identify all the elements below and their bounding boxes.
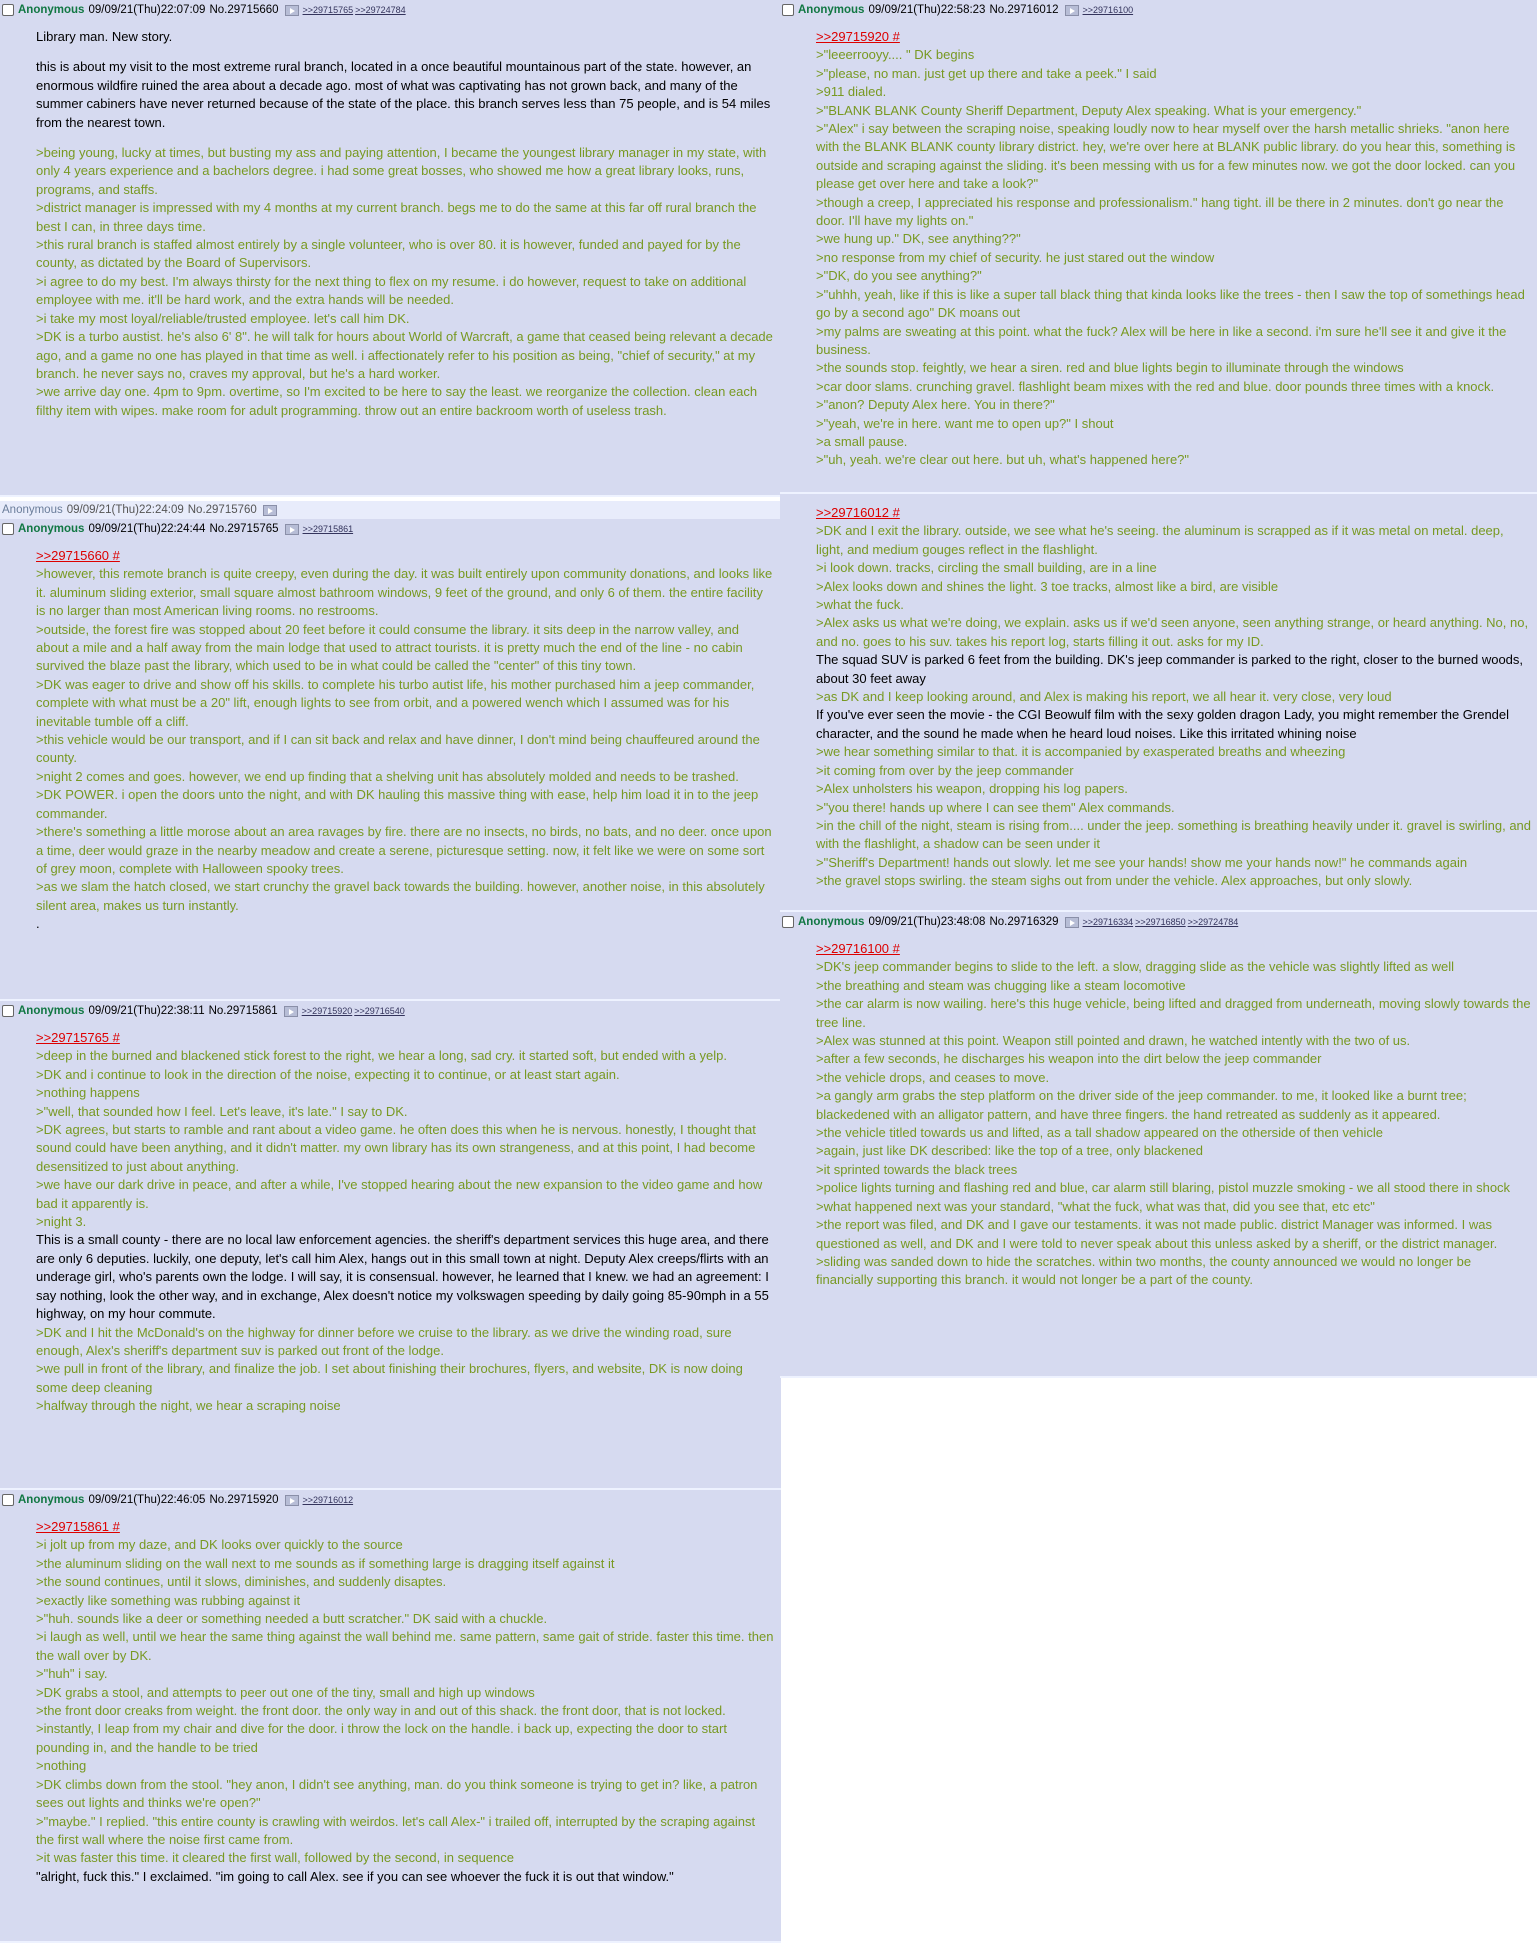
- greentext-line: >DK climbs down from the stool. "hey anon, I didn't see anything, man. do you think someone is trying to get in? like, a patron sees out lights and thinks we're open?": [36, 1776, 762, 1811]
- greentext-line: >DK and I hit the McDonald's on the highway for dinner before we cruise to the library. as we drive the winding road, sure enough, Alex's sheriff's department suv is parked out front of the lodge.: [36, 1324, 736, 1358]
- greentext-line: >my palms are sweating at this point. what the fuck? Alex will be here in like a second. i'm sure he'll see it and give it the business.: [816, 323, 1510, 357]
- expand-icon[interactable]: [1065, 5, 1079, 16]
- greentext-line: >however, this remote branch is quite creepy, even during the day. it was built entirely upon community donations, and looks like it. aluminum sliding exterior, small square almost bathroom windows, 9 feet of the ground, and only 6 of them. the entire facility is no larger than most American living rooms. no restrooms.: [36, 566, 776, 619]
- quote-link[interactable]: >>29716100 #: [816, 941, 900, 956]
- greentext-line: >no response from my chief of security. he just stared out the window: [816, 249, 1215, 265]
- greentext-line: >DK POWER. i open the doors unto the night, and with DK hauling this massive thing with ease, help him load it in to the jeep commander.: [36, 787, 762, 821]
- spacer: [36, 132, 775, 144]
- post-date: 09/09/21(Thu)22:58:23: [868, 4, 986, 16]
- greentext-line: >"huh. sounds like a deer or something needed a butt scratcher." DK said with a chuckle.: [36, 1611, 548, 1627]
- greentext-line: >"uh, yeah. we're clear out here. but uh, what's happened here?": [816, 452, 1190, 468]
- spacer: [36, 46, 775, 58]
- post-header: [780, 2, 1531, 18]
- greentext-line: >i take my most loyal/reliable/trusted employee. let's call him DK.: [36, 310, 410, 326]
- greentext-line: >"uhhh, yeah, like if this is like a super tall black thing that kinda looks like the trees - then I saw the top of somethings head go by a second ago" DK moans out: [816, 286, 1529, 321]
- greentext-line: >we pull in front of the library, and finalize the job. I set about finishing their brochures, flyers, and website, DK is now doing some deep cleaning: [36, 1361, 747, 1395]
- greentext-line: >"well, that sounded how I feel. Let's leave, it's late." I say to DK.: [36, 1103, 408, 1119]
- greentext-line: >"yeah, we're in here. want me to open up?" I shout: [816, 415, 1114, 431]
- select-checkbox[interactable]: [782, 4, 794, 16]
- greentext-line: >"BLANK BLANK County Sheriff Department, Deputy Alex speaking. What is your emergency.": [816, 102, 1362, 118]
- greentext-line: >there's something a little morose about an area ravages by fire. there are no insects, no birds, no bats, and no deer. once upon a time, deer would graze in the nearby meadow and create a serene, picturesque setting. now, it felt like we were on some sort of grey moon, complete with Halloween spooky trees.: [36, 824, 776, 876]
- quote-link[interactable]: >>29716012 #: [816, 505, 900, 520]
- reply-backlink[interactable]: >>29716850: [1135, 917, 1186, 927]
- post-29715861: [0, 1001, 781, 1490]
- greentext-line: >DK and i continue to look in the direction of the noise, expecting it to continue, or at least start again.: [36, 1066, 620, 1082]
- greentext-line: >DK's jeep commander begins to slide to the left. a slow, dragging slide as the vehicle was slightly lifted as well: [816, 959, 1455, 975]
- reply-backlink[interactable]: >>29715765: [302, 5, 354, 15]
- post-number[interactable]: No.29715660: [209, 4, 279, 16]
- greentext-line: >exactly like something was rubbing against it: [36, 1592, 301, 1608]
- greentext-line: >as DK and I keep looking around, and Alex is making his report, we all hear it. very close, very loud: [816, 689, 1392, 705]
- text-line: If you've ever seen the movie - the CGI Beowulf film with the sexy golden dragon Lady, you might remember the Grendel character, and the sound he made when he heard loud noises. Like this irritated whining noise: [816, 707, 1513, 741]
- greentext-line: >it sprinted towards the black trees: [816, 1161, 1018, 1177]
- poster-name: Anonymous: [2, 504, 63, 516]
- greentext-line: >a small pause.: [816, 433, 908, 449]
- post-body: [0, 537, 775, 934]
- greentext-line: >we arrive day one. 4pm to 9pm. overtime, so I'm excited to be here to say the least. we reorganize the collection. clean each filthy item with wipes. make room for adult programming. throw out an entire backroom worth of useless trash.: [36, 384, 761, 418]
- expand-icon[interactable]: [285, 524, 299, 535]
- expand-icon[interactable]: [285, 5, 299, 16]
- post-header: [780, 914, 1531, 930]
- post-29716012: [780, 0, 1537, 494]
- select-checkbox[interactable]: [2, 4, 14, 16]
- greentext-line: >Alex asks us what we're doing, we explain. asks us if we'd seen anyone, seen anything strange, or heard anything. No, no, and no. goes to his suv. takes his report log, starts filling it out. asks for my ID.: [816, 615, 1532, 649]
- quote-link[interactable]: >>29715765 #: [36, 1030, 120, 1045]
- greentext-line: >DK and I exit the library. outside, we see what he's seeing. the aluminum is scrapped as if it was metal on metal. deep, light, and medium gouges reflect in the flashlight.: [816, 523, 1508, 557]
- reply-backlink[interactable]: >>29724784: [1187, 917, 1239, 927]
- greentext-line: >after a few seconds, he discharges his weapon into the dirt below the jeep commander: [816, 1051, 1322, 1067]
- greentext-line: >"Alex" i say between the scraping noise, speaking loudly now to hear myself over the harsh metallic shrieks. "anon here with the BLANK BLANK county library district. hey, we're over here at BLANK public library. do you hear this, something is outside and scraping against the sliding. it's been messing with us for a few minutes now. we got the door locked. can you please get over here and take a look?": [816, 121, 1519, 192]
- post-header: [0, 1492, 775, 1508]
- greentext-line: >halfway through the night, we hear a scraping noise: [36, 1398, 341, 1414]
- greentext-line: >DK was eager to drive and show off his skills. to complete his turbo autist life, his mother purchased him a jeep commander, complete with what must be a 20" lift, enough lights to see from orbit, and a powered wench which I assumed was for his inevitable tumble off a cliff.: [36, 676, 758, 729]
- poster-name: Anonymous: [798, 916, 865, 928]
- reply-backlink[interactable]: >>29715861: [302, 524, 354, 534]
- post-body: [0, 18, 775, 420]
- greentext-line: >Alex unholsters his weapon, dropping his log papers.: [816, 781, 1128, 797]
- post-date: 09/09/21(Thu)23:48:08: [868, 916, 986, 928]
- post-29716329: [780, 912, 1537, 1378]
- greentext-line: >"please, no man. just get up there and take a peek." I said: [816, 65, 1157, 81]
- post-number[interactable]: No.29715861: [208, 1005, 278, 1017]
- poster-name: Anonymous: [18, 1494, 85, 1506]
- reply-backlink[interactable]: >>29716100: [1082, 5, 1134, 15]
- greentext-line: >sliding was sanded down to hide the scratches. within two months, the county announced we would no longer be financially supporting this branch. it would not longer be a part of the county.: [816, 1253, 1475, 1288]
- greentext-line: >"leeerrooyy.... " DK begins: [816, 47, 975, 63]
- text-line: "alright, fuck this." I exclaimed. "im going to call Alex. see if you can see whoever the fuck it is out that window.": [36, 1868, 674, 1884]
- post-date: 09/09/21(Thu)22:46:05: [88, 1494, 206, 1506]
- greentext-line: >in the chill of the night, steam is rising from.... under the jeep. something is breathing heavily under it. gravel is swirling, and with the flashlight, a shadow can be seen under it: [816, 817, 1535, 852]
- greentext-line: >night 3.: [36, 1214, 87, 1230]
- reply-backlink[interactable]: >>29715920: [301, 1006, 353, 1016]
- greentext-line: >as we slam the hatch closed, we start crunchy the gravel back towards the building. however, another noise, in this absolutely silent area, makes us turn instantly.: [36, 879, 769, 913]
- greentext-line: >911 dialed.: [816, 84, 887, 100]
- reply-backlink[interactable]: >>29716540: [354, 1006, 405, 1016]
- post-body: [780, 930, 1535, 1290]
- greentext-line: >instantly, I leap from my chair and dive for the door. i throw the lock on the handle. i back up, expecting the door to start pounding in, and the handle to be tried: [36, 1721, 731, 1755]
- poster-name: Anonymous: [18, 4, 85, 16]
- select-checkbox[interactable]: [2, 1494, 14, 1506]
- text-line: .: [36, 916, 40, 932]
- post-body: [0, 1019, 775, 1416]
- select-checkbox[interactable]: [2, 523, 14, 535]
- post-date: 09/09/21(Thu)22:24:09: [66, 504, 184, 516]
- greentext-line: >night 2 comes and goes. however, we end up finding that a shelving unit has absolutely molded and needs to be trashed.: [36, 768, 739, 784]
- post-number[interactable]: No.29716329: [989, 916, 1059, 928]
- post-29715920: [0, 1490, 781, 1943]
- greentext-line: >deep in the burned and blackened stick forest to the right, we hear a long, sad cry. it started soft, but ended with a yelp.: [36, 1048, 727, 1064]
- greentext-line: >i laugh as well, until we hear the same thing against the wall behind me. same pattern, same gait of stride. faster this time. then the wall over by DK.: [36, 1629, 778, 1663]
- greentext-line: >the breathing and steam was chugging like a steam locomotive: [816, 977, 1186, 993]
- greentext-line: >though a creep, I appreciated his response and professionalism." hang tight. ill be there in 2 minutes. don't go near the door. I'll have my lights on.": [816, 194, 1508, 229]
- greentext-line: >a gangly arm grabs the step platform on the driver side of the jeep commander. to me, it looked like a burnt tree; blackedened with an alligator pattern, and have three fingers. the hand retreated as suddenly as it appeared.: [816, 1088, 1471, 1122]
- poster-name: Anonymous: [18, 1005, 85, 1017]
- post-header: [0, 521, 775, 537]
- text-line: This is a small county - there are no local law enforcement agencies. the sheriff's department services this huge area, and there are only 6 deputies. luckily, one deputy, let's call him Alex, hangs out in this small town at night. Deputy Alex creeps/flirts with an underage girl, who's parents own the lodge. I will say, it is consensual. however, he learned that I knew. we had an agreement: I say nothing, look the other way, and in exchange, Alex doesn't notice my volkswagen speeding by daily going 85-90mph in a 55 highway, on my hour commute.: [36, 1232, 773, 1322]
- expand-icon[interactable]: [284, 1006, 298, 1017]
- greentext-line: >i look down. tracks, circling the small building, are in a line: [816, 560, 1157, 576]
- greentext-line: >we hear something similar to that. it is accompanied by exasperated breaths and wheezing: [816, 744, 1346, 760]
- greentext-line: >this vehicle would be our transport, and if I can sit back and relax and have dinner, I don't mind being chauffeured around the county.: [36, 732, 764, 766]
- post-body: [0, 1508, 778, 1886]
- expand-icon[interactable]: [263, 505, 277, 516]
- greentext-line: >the aluminum sliding on the wall next to me sounds as if something large is dragging itself against it: [36, 1555, 615, 1571]
- greentext-line: >we hung up." DK, see anything??": [816, 231, 1021, 247]
- post-29715765: [0, 519, 781, 1001]
- greentext-line: >the front door creaks from weight. the front door. the only way in and out of this shack. the front door, that is not locked.: [36, 1703, 726, 1719]
- post-date: 09/09/21(Thu)22:38:11: [88, 1005, 205, 1017]
- post-header: [0, 1003, 775, 1019]
- greentext-line: >DK grabs a stool, and attempts to peer out one of the tiny, small and high up windows: [36, 1684, 535, 1700]
- greentext-line: >district manager is impressed with my 4 months at my current branch. begs me to do the same at this far off rural branch the best I can, in three days time.: [36, 200, 761, 234]
- post-date: 09/09/21(Thu)22:07:09: [88, 4, 206, 16]
- greentext-line: >it was faster this time. it cleared the first wall, followed by the second, in sequence: [36, 1850, 514, 1866]
- greentext-line: >"DK, do you see anything?": [816, 268, 982, 284]
- greentext-line: >outside, the forest fire was stopped about 20 feet before it could consume the library. it sits deep in the narrow valley, and about a mile and a half away from the main lodge that used to attract tourists. it is pretty much the end of the line - no cabin survived the blaze past the library, which used to be in what could be called the "center" of this tiny town.: [36, 621, 747, 674]
- quote-link[interactable]: >>29715660 #: [36, 548, 120, 563]
- reply-backlink[interactable]: >>29716012: [302, 1495, 354, 1505]
- post-number[interactable]: No.29715765: [209, 523, 279, 535]
- greentext-line: >we have our dark drive in peace, and after a while, I've stopped hearing about the new expansion to the video game and how bad it apparently is.: [36, 1177, 766, 1211]
- select-checkbox[interactable]: [782, 916, 794, 928]
- post-body: [780, 18, 1531, 470]
- greentext-line: >what the fuck.: [816, 597, 904, 613]
- greentext-line: >"maybe." I replied. "this entire county is crawling with weirdos. let's call Alex-" i trailed off, interrupted by the scraping against the first wall where the noise first came from.: [36, 1813, 759, 1847]
- poster-name: Anonymous: [18, 523, 85, 535]
- reply-backlink[interactable]: >>29724784: [355, 5, 406, 15]
- greentext-line: >nothing: [36, 1758, 87, 1774]
- reply-backlink[interactable]: >>29716334: [1082, 917, 1134, 927]
- post-header: [0, 2, 775, 18]
- greentext-line: >the vehicle titled towards us and lifted, as a tall shadow appeared on the otherside of then vehicle: [816, 1125, 1383, 1141]
- greentext-line: >police lights turning and flashing red and blue, car alarm still blaring, pistol muzzle smoking - we all stood there in shock: [816, 1180, 1511, 1196]
- greentext-line: >i agree to do my best. I'm always thirsty for the next thing to flex on my resume. i do however, request to take on additional employee with me. it'll be hard work, and the extra hands will be needed.: [36, 273, 750, 308]
- greentext-line: >the gravel stops swirling. the steam sighs out from under the vehicle. Alex approaches, but only slowly.: [816, 873, 1413, 889]
- greentext-line: >the report was filed, and DK and I gave our testaments. it was not made public. district Manager was informed. I was questioned as well, and DK and I were told to never speak about this unless asked by a sheriff, or the district manager.: [816, 1217, 1498, 1251]
- greentext-line: >Alex looks down and shines the light. 3 toe tracks, almost like a bird, are visible: [816, 578, 1279, 594]
- post-number[interactable]: No.29716012: [989, 4, 1059, 16]
- greentext-line: >the vehicle drops, and ceases to move.: [816, 1069, 1050, 1085]
- greentext-line: >nothing happens: [36, 1085, 140, 1101]
- post-body: [780, 496, 1535, 891]
- greentext-line: >Alex was stunned at this point. Weapon still pointed and drawn, he watched intently with the two of us.: [816, 1033, 1411, 1049]
- greentext-line: >the sound continues, until it slows, diminishes, and suddenly disaptes.: [36, 1574, 447, 1590]
- post-date: 09/09/21(Thu)22:24:44: [88, 523, 206, 535]
- post-29716100: [780, 494, 1537, 912]
- text-line: The squad SUV is parked 6 feet from the building. DK's jeep commander is parked to the right, closer to the burned woods, about 30 feet away: [816, 652, 1527, 686]
- quote-link[interactable]: >>29715920 #: [816, 29, 900, 44]
- poster-name: Anonymous: [798, 4, 865, 16]
- right-column: [780, 0, 1537, 1378]
- greentext-line: >it coming from over by the jeep commander: [816, 762, 1074, 778]
- quote-link[interactable]: >>29715861 #: [36, 1519, 120, 1534]
- expand-icon[interactable]: [1065, 917, 1079, 928]
- greentext-line: >again, just like DK described: like the top of a tree, only blackened: [816, 1143, 1203, 1159]
- greentext-line: >car door slams. crunching gravel. flashlight beam mixes with the red and blue. door pounds three times with a knock.: [816, 378, 1495, 394]
- post-number[interactable]: No.29715920: [209, 1494, 279, 1506]
- post-29715760-stub[interactable]: [0, 501, 781, 519]
- greentext-line: >"anon? Deputy Alex here. You in there?": [816, 397, 1055, 413]
- greentext-line: >i jolt up from my daze, and DK looks over quickly to the source: [36, 1537, 403, 1553]
- post-number[interactable]: No.29715760: [187, 504, 257, 516]
- greentext-line: >DK agrees, but starts to ramble and rant about a video game. he often does this when he is nervous. honestly, I thought that sound could have been anything, and it didn't matter. my own library has its own strangeness, and at this point, I had become desensitized to just about anything.: [36, 1122, 760, 1174]
- greentext-line: >the car alarm is now wailing. here's this huge vehicle, being lifted and dragged from underneath, moving slowly towards the tree line.: [816, 996, 1535, 1030]
- greentext-line: >"huh" i say.: [36, 1666, 108, 1682]
- greentext-line: >"you there! hands up where I can see them" Alex commands.: [816, 799, 1175, 815]
- greentext-line: >"Sheriff's Department! hands out slowly. let me see your hands! show me your hands now!" he commands again: [816, 854, 1468, 870]
- select-checkbox[interactable]: [2, 1005, 14, 1017]
- greentext-line: >what happened next was your standard, "what the fuck, what was that, did you see that, etc etc": [816, 1198, 1375, 1214]
- greentext-line: >being young, lucky at times, but busting my ass and paying attention, I became the youngest library manager in my state, with only 4 years experience and a bachelors degree. i had some great bosses, who showed me how a great library looks, runs, programs, and staffs.: [36, 145, 770, 197]
- greentext-line: >DK is a turbo austist. he's also 6' 8". he will talk for hours about World of Warcraft, a game that ceased being relevant a decade ago, and a game no one has played in that time as well. i affectionately refer to his position as being, "chief of security," at my branch. he never says no, craves my approval, but he's a hard worker.: [36, 329, 777, 381]
- expand-icon[interactable]: [285, 1495, 299, 1506]
- text-line: Library man. New story.: [36, 29, 173, 44]
- greentext-line: >the sounds stop. feightly, we hear a siren. red and blue lights begin to illuminate through the windows: [816, 360, 1404, 376]
- post-29715660: [0, 0, 781, 497]
- text-line: this is about my visit to the most extreme rural branch, located in a once beautiful mountainous part of the state. however, an enormous wildfire ruined the area about a decade ago. most of what was captivating has not grown back, and many of the summer cabiners have never returned because of the state of the place. this branch serves less than 75 people, and is 54 miles from the nearest town.: [36, 59, 774, 130]
- greentext-line: >this rural branch is staffed almost entirely by a single volunteer, who is over 80. it is however, funded and payed for by the county, as dictated by the Board of Supervisors.: [36, 237, 745, 271]
